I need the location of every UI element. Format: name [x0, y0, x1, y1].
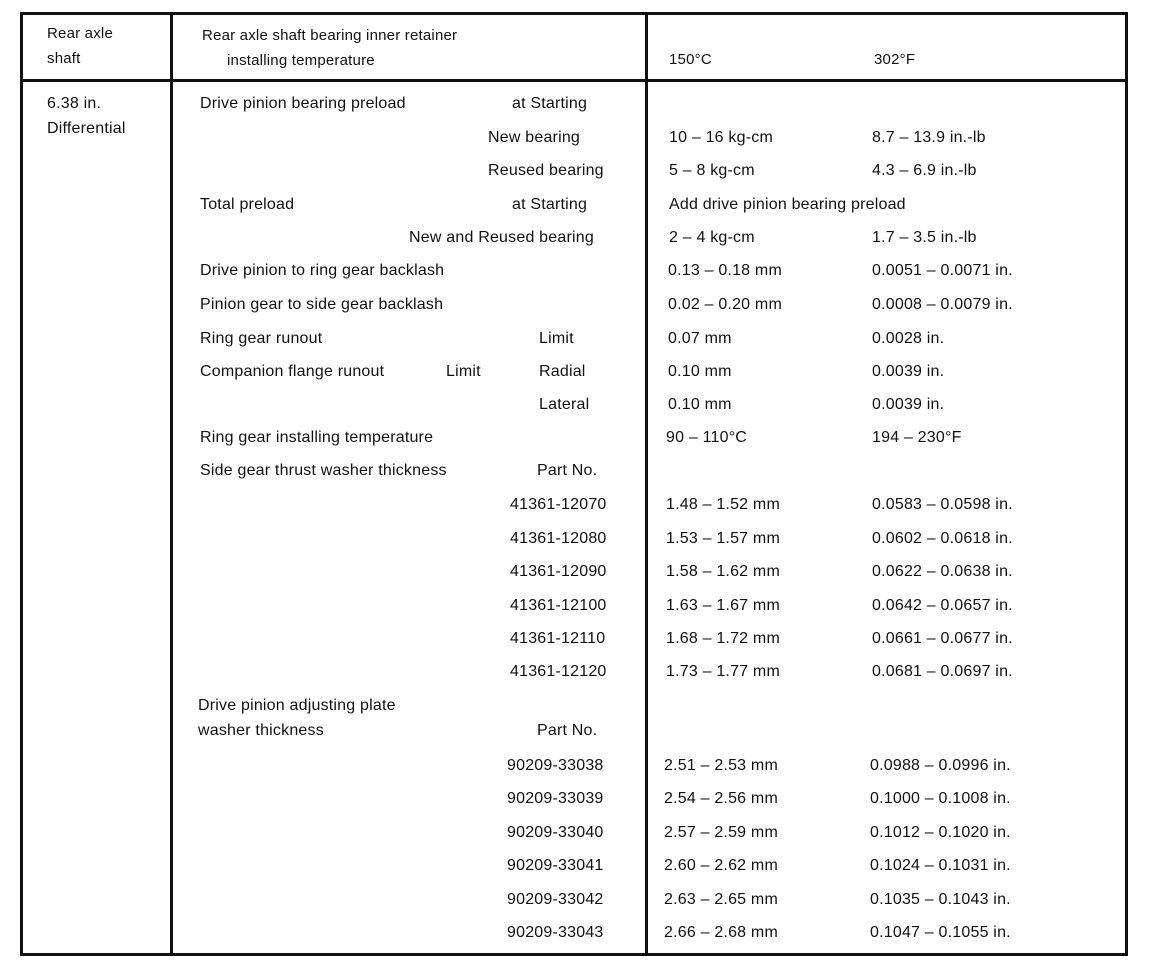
section-line1: 6.38 in.: [47, 95, 102, 112]
part-number: 90209-33040: [507, 824, 604, 841]
header-imperial: 302°F: [874, 51, 916, 68]
section-line2: Differential: [47, 120, 126, 137]
row-label: Ring gear runout: [200, 330, 323, 347]
row-imperial: 4.3 – 6.9 in.-lb: [872, 162, 977, 179]
row-sub: Reused bearing: [488, 162, 604, 179]
row-mid: Limit: [446, 363, 481, 380]
row-sub: Lateral: [539, 396, 590, 413]
part-imperial: 0.1012 – 0.1020 in.: [870, 824, 1011, 841]
adjusting-plate-sub: Part No.: [537, 722, 598, 739]
part-imperial: 0.1047 – 0.1055 in.: [870, 924, 1011, 941]
part-metric: 1.58 – 1.62 mm: [666, 563, 780, 580]
part-imperial: 0.1000 – 0.1008 in.: [870, 790, 1011, 807]
row-metric: 0.10 mm: [668, 363, 732, 380]
part-imperial: 0.1024 – 0.1031 in.: [870, 857, 1011, 874]
row-sub: at Starting: [512, 95, 588, 112]
part-number: 90209-33038: [507, 757, 604, 774]
header-left-line1: Rear axle: [47, 25, 113, 42]
part-metric: 1.48 – 1.52 mm: [666, 496, 780, 513]
part-metric: 2.51 – 2.53 mm: [664, 757, 778, 774]
part-imperial: 0.0988 – 0.0996 in.: [870, 757, 1011, 774]
part-imperial: 0.0681 – 0.0697 in.: [872, 663, 1013, 680]
part-metric: 1.53 – 1.57 mm: [666, 530, 780, 547]
part-metric: 1.73 – 1.77 mm: [666, 663, 780, 680]
column-divider-1: [170, 12, 173, 956]
row-label: Drive pinion bearing preload: [200, 95, 406, 112]
part-imperial: 0.0602 – 0.0618 in.: [872, 530, 1013, 547]
row-metric: 0.10 mm: [668, 396, 732, 413]
row-imperial: 0.0051 – 0.0071 in.: [872, 262, 1013, 279]
part-imperial: 0.0583 – 0.0598 in.: [872, 496, 1013, 513]
part-number: 90209-33039: [507, 790, 604, 807]
row-sub: at Starting: [512, 196, 588, 213]
part-metric: 2.57 – 2.59 mm: [664, 824, 778, 841]
part-imperial: 0.1035 – 0.1043 in.: [870, 891, 1011, 908]
row-imperial: 0.0028 in.: [872, 330, 945, 347]
part-number: 41361-12090: [510, 563, 607, 580]
row-label: Pinion gear to side gear backlash: [200, 296, 444, 313]
row-metric: 5 – 8 kg-cm: [669, 162, 755, 179]
row-imperial: 0.0008 – 0.0079 in.: [872, 296, 1013, 313]
part-metric: 2.54 – 2.56 mm: [664, 790, 778, 807]
header-left-line2: shaft: [47, 50, 81, 67]
row-imperial: 8.7 – 13.9 in.-lb: [872, 129, 986, 146]
row-label: Ring gear installing temperature: [200, 429, 434, 446]
part-number: 41361-12100: [510, 597, 607, 614]
part-imperial: 0.0622 – 0.0638 in.: [872, 563, 1013, 580]
row-sub: New bearing: [488, 129, 581, 146]
row-sub: Radial: [539, 363, 586, 380]
row-label: Side gear thrust washer thickness: [200, 462, 447, 479]
row-label: Total preload: [200, 196, 295, 213]
row-sub: New and Reused bearing: [409, 229, 594, 246]
row-metric: 0.02 – 0.20 mm: [668, 296, 782, 313]
header-divider: [20, 79, 1128, 82]
adjusting-plate-label-line2: washer thickness: [198, 722, 324, 739]
part-metric: 2.63 – 2.65 mm: [664, 891, 778, 908]
row-imperial: 194 – 230°F: [872, 429, 962, 446]
header-metric: 150°C: [669, 51, 712, 68]
row-note: Add drive pinion bearing preload: [669, 196, 906, 213]
part-number: 90209-33043: [507, 924, 604, 941]
part-number: 41361-12070: [510, 496, 607, 513]
part-number: 90209-33042: [507, 891, 604, 908]
part-metric: 1.68 – 1.72 mm: [666, 630, 780, 647]
row-imperial: 0.0039 in.: [872, 363, 945, 380]
table-frame: [20, 12, 1128, 956]
row-label: Drive pinion to ring gear backlash: [200, 262, 445, 279]
row-sub: Limit: [539, 330, 574, 347]
row-metric: 10 – 16 kg-cm: [669, 129, 773, 146]
part-number: 41361-12120: [510, 663, 607, 680]
header-desc-line1: Rear axle shaft bearing inner retainer: [202, 27, 458, 44]
part-imperial: 0.0642 – 0.0657 in.: [872, 597, 1013, 614]
row-metric: 0.07 mm: [668, 330, 732, 347]
part-metric: 2.66 – 2.68 mm: [664, 924, 778, 941]
adjusting-plate-label-line1: Drive pinion adjusting plate: [198, 697, 396, 714]
row-sub: Part No.: [537, 462, 598, 479]
part-number: 41361-12110: [510, 630, 606, 647]
row-metric: 2 – 4 kg-cm: [669, 229, 755, 246]
row-label: Companion flange runout: [200, 363, 385, 380]
row-metric: 0.13 – 0.18 mm: [668, 262, 782, 279]
part-metric: 2.60 – 2.62 mm: [664, 857, 778, 874]
row-imperial: 0.0039 in.: [872, 396, 945, 413]
column-divider-2: [645, 12, 648, 956]
part-metric: 1.63 – 1.67 mm: [666, 597, 780, 614]
part-imperial: 0.0661 – 0.0677 in.: [872, 630, 1013, 647]
part-number: 90209-33041: [507, 857, 604, 874]
row-metric: 90 – 110°C: [666, 429, 748, 446]
part-number: 41361-12080: [510, 530, 607, 547]
row-imperial: 1.7 – 3.5 in.-lb: [872, 229, 977, 246]
header-desc-line2: installing temperature: [227, 52, 375, 69]
